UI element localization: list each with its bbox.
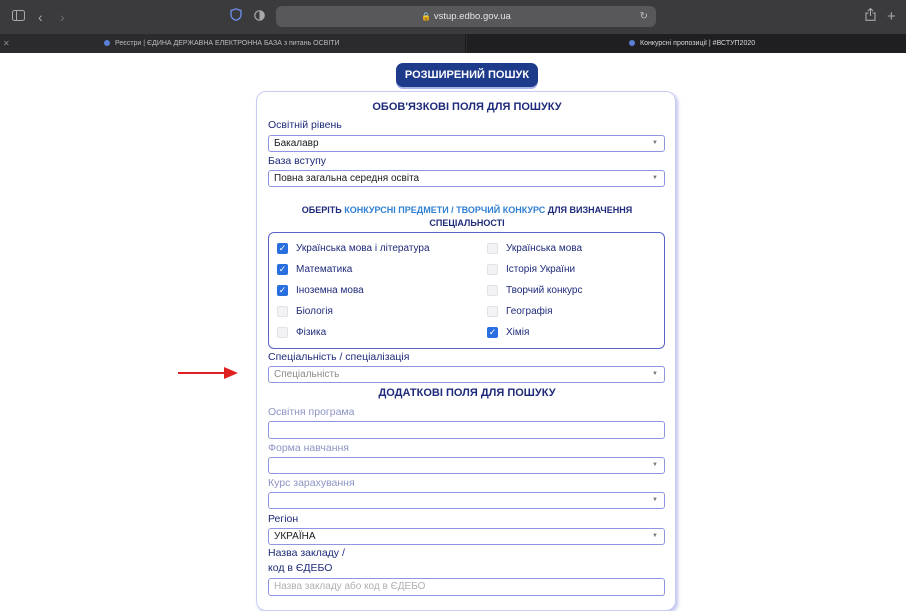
sidebar-icon[interactable] xyxy=(12,0,25,34)
checkbox-checked-icon[interactable]: ✓ xyxy=(278,242,287,253)
browser-toolbar xyxy=(0,0,906,34)
checkbox-unchecked-icon[interactable] xyxy=(487,306,498,317)
reader-mode-icon[interactable] xyxy=(254,0,265,34)
subject-foreign-lang[interactable]: ✓ Іноземна мова xyxy=(278,284,364,296)
checkbox-unchecked-icon[interactable] xyxy=(487,264,498,275)
specialty-select[interactable] xyxy=(268,366,665,383)
chevron-down-icon: ▼ xyxy=(652,140,658,146)
checkbox-checked-icon[interactable]: ✓ xyxy=(278,284,287,295)
search-form-card xyxy=(256,91,676,611)
subjects-box xyxy=(268,232,665,349)
tab-bar xyxy=(0,34,906,53)
level-value: Бакалавр xyxy=(274,138,319,149)
chevron-down-icon: ▼ xyxy=(652,497,658,503)
subject-math[interactable]: ✓ Математика xyxy=(278,263,353,275)
specialty-label: Спеціальність / спеціалізація xyxy=(268,351,410,363)
back-icon[interactable]: ‹ xyxy=(38,9,43,25)
subject-physics[interactable]: Фізика xyxy=(277,325,326,339)
reload-icon[interactable]: ↻ xyxy=(639,11,648,22)
page-content xyxy=(0,53,906,592)
lock-icon: 🔒 xyxy=(421,12,432,21)
forward-icon[interactable]: › xyxy=(60,9,65,25)
subject-chemistry[interactable]: ✓ Хімія xyxy=(488,326,530,338)
checkbox-unchecked-icon[interactable] xyxy=(277,306,288,317)
course-label: Курс зарахування xyxy=(268,477,355,489)
form-select[interactable] xyxy=(268,457,665,474)
close-icon[interactable]: ✕ xyxy=(3,39,10,48)
subject-creative[interactable]: Творчий конкурс xyxy=(487,283,582,297)
url-text: vstup.edbo.gov.ua xyxy=(433,11,511,22)
tab-title: Реєстри | ЄДИНА ДЕРЖАВНА ЕЛЕКТРОННА БАЗА з питань ОСВІТИ xyxy=(115,40,340,47)
additional-fields-title: ДОДАТКОВІ ПОЛЯ ДЛЯ ПОШУКУ xyxy=(378,387,556,399)
chevron-down-icon: ▼ xyxy=(652,371,658,377)
base-label: База вступу xyxy=(268,155,327,167)
privacy-shield-icon[interactable] xyxy=(230,0,242,34)
program-input[interactable] xyxy=(268,421,665,439)
institution-placeholder: Назва закладу або код в ЄДЕБО xyxy=(274,581,426,592)
subjects-title: ОБЕРІТЬ КОНКУРСНІ ПРЕДМЕТИ / ТВОРЧИЙ КОНКУРС ДЛЯ ВИЗНАЧЕННЯ СПЕЦІАЛЬНОСТІ xyxy=(301,205,633,228)
checkbox-checked-icon[interactable]: ✓ xyxy=(488,326,497,337)
checkbox-checked-icon[interactable]: ✓ xyxy=(278,263,287,274)
course-select[interactable] xyxy=(268,492,665,509)
institution-input[interactable] xyxy=(268,578,665,596)
tab-registry[interactable] xyxy=(0,34,466,53)
region-label: Регіон xyxy=(268,513,299,525)
base-value: Повна загальна середня освіта xyxy=(274,173,420,184)
favicon-icon xyxy=(629,40,635,46)
chevron-down-icon: ▼ xyxy=(652,533,658,539)
subject-history[interactable]: Історія України xyxy=(487,262,575,276)
favicon-icon xyxy=(104,40,110,46)
region-value: УКРАЇНА xyxy=(274,531,316,542)
subject-ukr-lang[interactable]: Українська мова xyxy=(487,241,582,255)
subject-biology[interactable]: Біологія xyxy=(277,304,333,318)
red-arrow-icon xyxy=(178,366,238,380)
chevron-down-icon: ▼ xyxy=(652,175,658,181)
specialty-placeholder: Спеціальність xyxy=(274,369,340,380)
institution-label-line2: код в ЄДЕБО xyxy=(268,562,333,574)
subject-geography[interactable]: Географія xyxy=(487,304,553,318)
program-label: Освітня програма xyxy=(268,406,355,418)
region-select[interactable] xyxy=(268,528,665,545)
base-select[interactable] xyxy=(268,170,665,187)
subjects-title-highlight: КОНКУРСНІ ПРЕДМЕТИ / ТВОРЧИЙ КОНКУРС xyxy=(344,205,546,215)
level-select[interactable] xyxy=(268,135,665,152)
level-label: Освітній рівень xyxy=(268,119,342,131)
required-fields-title: ОБОВ'ЯЗКОВІ ПОЛЯ ДЛЯ ПОШУКУ xyxy=(372,101,562,113)
share-icon[interactable] xyxy=(865,0,876,34)
tab-title: Конкурсні пропозиції | #ВСТУП2020 xyxy=(640,40,756,47)
advanced-search-button[interactable]: РОЗШИРЕНИЙ ПОШУК xyxy=(396,63,538,87)
form-label: Форма навчання xyxy=(268,442,349,454)
tab-competitive-offers[interactable] xyxy=(467,34,906,53)
checkbox-unchecked-icon[interactable] xyxy=(487,285,498,296)
address-bar[interactable] xyxy=(276,6,656,27)
new-tab-icon[interactable]: + xyxy=(887,8,896,25)
institution-label-line1: Назва закладу / xyxy=(268,547,345,559)
subject-ukr-lit[interactable]: ✓ Українська мова і література xyxy=(278,242,430,254)
checkbox-unchecked-icon[interactable] xyxy=(487,243,498,254)
checkbox-unchecked-icon[interactable] xyxy=(277,327,288,338)
chevron-down-icon: ▼ xyxy=(652,462,658,468)
